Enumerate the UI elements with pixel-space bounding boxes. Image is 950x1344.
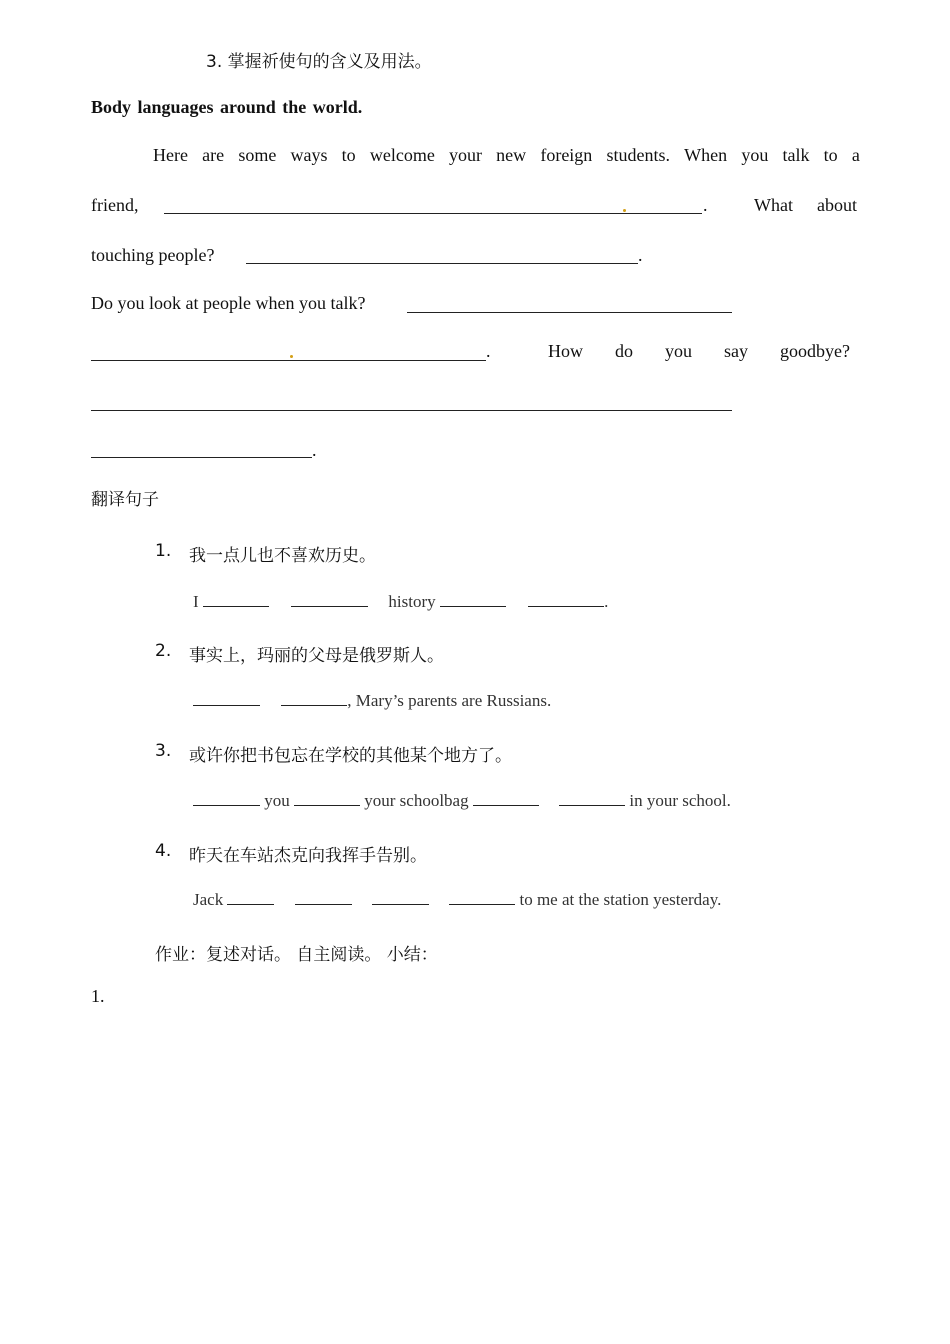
passage-word: How (548, 341, 583, 361)
answer-blank[interactable] (559, 791, 625, 806)
passage-line-4-start: Do you look at people when you talk? (91, 293, 366, 313)
translation-answer-4 (193, 890, 721, 910)
passage-word: When (684, 145, 728, 165)
translation-answer-1 (193, 592, 608, 612)
passage-word: talk (782, 145, 810, 165)
answer-blank[interactable] (281, 691, 347, 706)
passage-line-1 (153, 145, 860, 166)
passage-word: you (741, 145, 769, 165)
passage-word: say (724, 341, 748, 361)
translation-number: 3. (155, 741, 172, 761)
translation-answer-2 (193, 691, 551, 711)
period-mark: . (703, 195, 708, 215)
passage-word: Here (153, 145, 188, 165)
translation-chinese: 我一点儿也不喜欢历史。 (189, 546, 376, 566)
passage-line-3-start: touching people? (91, 245, 215, 265)
answer-text: . (604, 592, 609, 611)
passage-word: goodbye? (780, 341, 850, 361)
answer-blank[interactable] (449, 890, 515, 905)
period-mark: . (638, 245, 643, 265)
answer-blank-3-continued[interactable] (91, 360, 486, 361)
passage-word: foreign (540, 145, 593, 165)
stray-dot-mark (290, 355, 293, 358)
passage-word: you (665, 341, 692, 361)
answer-blank[interactable] (528, 592, 604, 607)
answer-text: Jack (193, 890, 224, 909)
answer-blank[interactable] (440, 592, 506, 607)
passage-line-2-start: friend, (91, 195, 139, 215)
passage-line-5-words (548, 341, 850, 362)
answer-blank-2[interactable] (246, 263, 638, 264)
translation-number: 4. (155, 841, 172, 861)
answer-text: I (193, 592, 199, 611)
stray-dot-mark (623, 209, 626, 212)
objective-text: 3. 掌握祈使句的含义及用法。 (206, 52, 432, 72)
passage-word: welcome (369, 145, 435, 165)
answer-blank-1[interactable] (164, 213, 702, 214)
period-mark: . (486, 341, 491, 361)
answer-blank-4[interactable] (91, 410, 732, 411)
passage-word: to (341, 145, 356, 165)
translation-number: 2. (155, 641, 172, 661)
answer-text: , Mary’s parents are Russians. (347, 691, 552, 710)
passage-word: new (496, 145, 527, 165)
answer-blank[interactable] (227, 890, 274, 905)
translation-chinese: 或许你把书包忘在学校的其他某个地方了。 (189, 746, 512, 766)
summary-number: 1. (91, 986, 105, 1006)
section-title: Body languages around the world. (91, 97, 363, 117)
passage-word: What (754, 195, 793, 215)
passage-word: do (615, 341, 633, 361)
passage-word: ways (290, 145, 328, 165)
answer-blank[interactable] (193, 791, 260, 806)
passage-word: to (823, 145, 838, 165)
passage-word: are (202, 145, 225, 165)
passage-word: students. (606, 145, 670, 165)
answer-blank-4-continued[interactable] (91, 457, 312, 458)
answer-blank[interactable] (372, 890, 429, 905)
answer-text: history (388, 592, 436, 611)
period-mark: . (312, 440, 317, 460)
answer-blank[interactable] (203, 592, 269, 607)
passage-word: about (817, 195, 857, 215)
answer-blank[interactable] (295, 890, 352, 905)
answer-text: you (264, 791, 290, 810)
answer-blank[interactable] (193, 691, 260, 706)
answer-blank[interactable] (473, 791, 539, 806)
translation-chinese: 昨天在车站杰克向我挥手告别。 (189, 846, 427, 866)
homework-text: 作业：复述对话。 自主阅读。 小结： (155, 945, 438, 965)
translate-heading: 翻译句子 (91, 490, 159, 510)
passage-word: your (448, 145, 482, 165)
translation-answer-3 (193, 791, 731, 811)
answer-blank[interactable] (291, 592, 368, 607)
translation-number: 1. (155, 541, 172, 561)
answer-text: in your school. (629, 791, 731, 810)
answer-blank[interactable] (294, 791, 360, 806)
answer-text: your schoolbag (364, 791, 469, 810)
answer-blank-3[interactable] (407, 312, 732, 313)
passage-word: a (851, 145, 860, 165)
passage-word: some (238, 145, 277, 165)
answer-text: to me at the station yesterday. (519, 890, 722, 909)
translation-chinese: 事实上，玛丽的父母是俄罗斯人。 (189, 646, 444, 666)
